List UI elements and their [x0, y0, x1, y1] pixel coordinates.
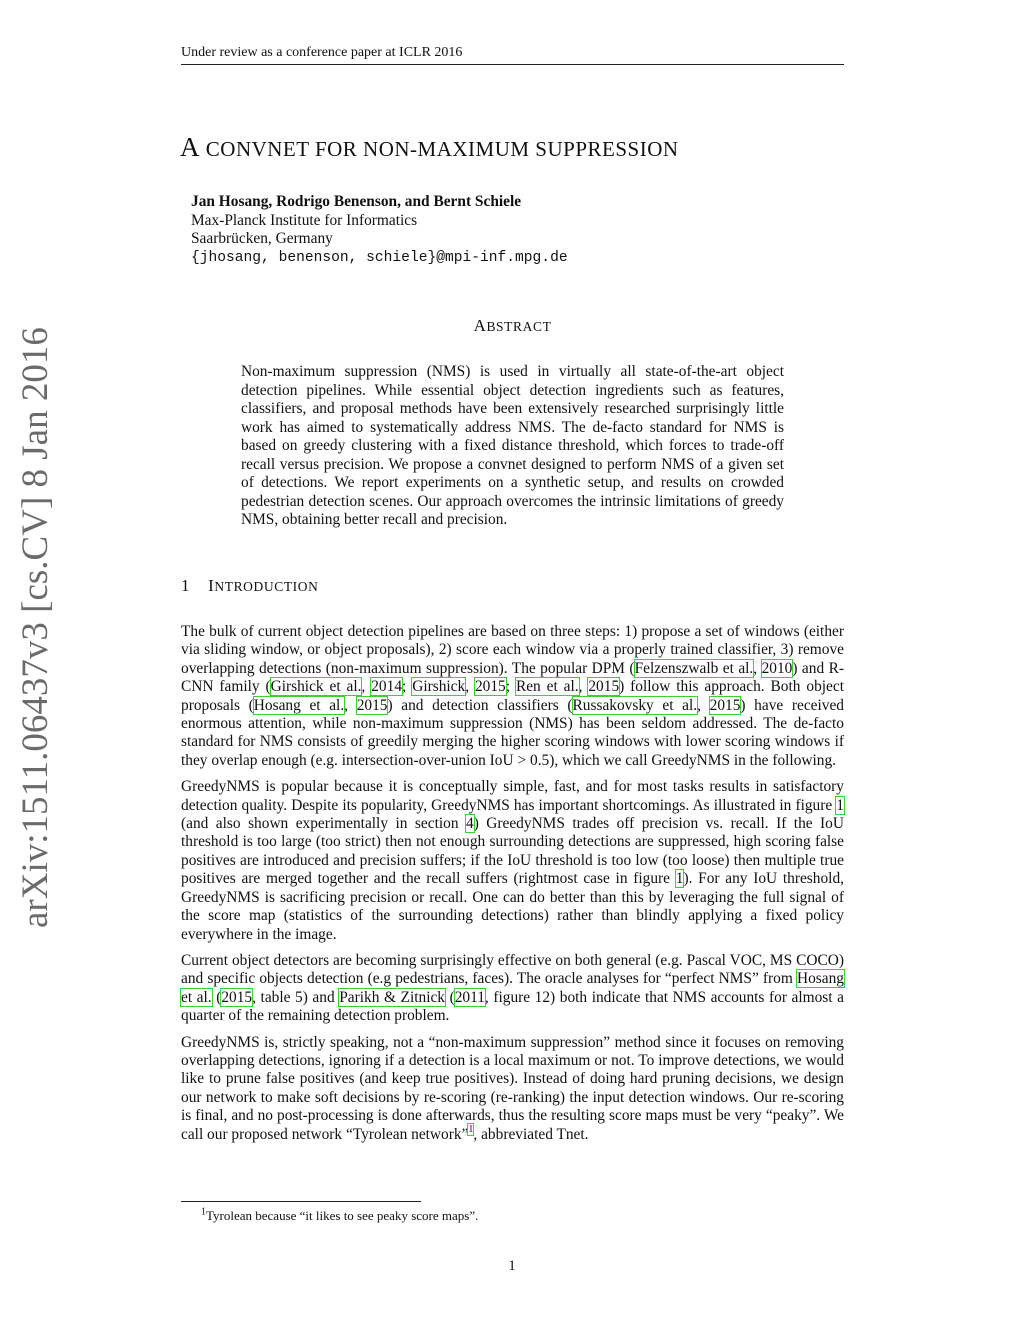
- paper-title: [180, 130, 880, 166]
- text-run: (: [445, 988, 455, 1006]
- citation-link[interactable]: 2015: [474, 678, 506, 696]
- text-run: (and also shown experimentally in section: [181, 815, 466, 833]
- author-affiliation: Max-Planck Institute for Informatics: [191, 211, 418, 229]
- abstract-body: [241, 363, 784, 530]
- text-run: ,: [344, 696, 357, 714]
- citation-link[interactable]: 2015: [588, 678, 620, 696]
- citation-link[interactable]: Girshick: [412, 678, 466, 696]
- text-run: (: [211, 988, 222, 1006]
- abstract-text: Non-maximum suppression (NMS) is used in virtually all state-of-the-art object detection pipelines. While essential object detection ingredients such as features, classifiers, and proposal methods have been extensively researched surprisingly little work has aimed to systematically address NMS. The de-facto standard for NMS is based on greedy clustering with a fixed distance threshold, which forces to trade-off recall versus precision. We propose a convnet designed to perform NMS of a given set of detections. We report experiments on a synthetic setup, and results on crowded pedestrian detection scenes. Our approach overcomes the intrinsic limitations of greedy NMS, obtaining better recall and precision.: [241, 363, 784, 528]
- text-run: ) follow this approach. Both object proposals (: [181, 678, 844, 714]
- citation-link[interactable]: 2014: [371, 678, 403, 696]
- author-names: Jan Hosang, Rodrigo Benenson, and Bernt Schiele: [191, 193, 522, 210]
- text-run: , figure 12) both indicate that NMS accounts for almost a quarter of the remaining detection problem.: [181, 988, 844, 1025]
- section-heading-first: I: [208, 576, 215, 595]
- text-run: The bulk of current object detection pipelines are based on three steps: 1) propose a set of windows (either via sliding window, or object proposals), 2) score each window via a properly trained classifier, 3) remove overlapping detections (non-maximum suppression). The popular DPM (: [181, 623, 844, 677]
- citation-link[interactable]: Ren et al.: [515, 678, 579, 696]
- text-run: GreedyNMS is, strictly speaking, not a “non-maximum suppression” method since it focuses on removing overlapping detections, ignoring if a detection is a local maximum or not. To improve detections, we would like to prune false positives (and keep true positives). Instead of doing hard pruning decisions, we design our network to make soft decisions by re-scoring (re-ranking) the input detection windows. Our re-scoring is final, and no post-processing is done afterwards, thus the resulting score maps must be very “peaky”. We call our proposed network “Tyrolean network”: [181, 1033, 844, 1143]
- citation-link[interactable]: Hosang et al.: [181, 970, 844, 1006]
- text-run: ,: [361, 678, 372, 696]
- paragraph-1: [181, 623, 844, 770]
- citation-link[interactable]: 2010: [761, 659, 793, 677]
- abstract-heading-first: A: [473, 316, 487, 335]
- introduction-body: [181, 623, 844, 1152]
- citation-link[interactable]: Russakovsky et al.: [572, 696, 698, 714]
- figure-reference-link[interactable]: 1: [836, 796, 844, 814]
- footnote-divider: [181, 1201, 421, 1202]
- arxiv-identifier: arXiv:1511.06437v3 [cs.CV] 8 Jan 2016: [15, 327, 56, 928]
- title-first-letter: A: [180, 132, 199, 162]
- text-run: , table 5) and: [252, 988, 340, 1006]
- paragraph-4: [181, 1034, 844, 1144]
- text-run: GreedyNMS is popular because it is conceptually simple, fast, and for most tasks results in satisfactory detection quality. Despite its popularity, GreedyNMS has important shortcomings. As illustrated in figure: [181, 778, 844, 814]
- citation-link[interactable]: 2015: [356, 696, 388, 714]
- citation-link[interactable]: Felzenszwalb et al.: [634, 659, 754, 677]
- footnote-reference-link[interactable]: 1: [468, 1124, 474, 1136]
- text-run: ) have received enormous attention, while non-maximum suppression (NMS) has been seldom addressed. The de-facto standard for NMS consists of greedily merging the higher scoring windows with lower scoring windows if they overlap enough (e.g. intersection-over-union IoU > 0.5), which we call GreedyNMS in the following.: [181, 696, 845, 769]
- section-heading-rest: NTRODUCTION: [214, 579, 319, 594]
- title-rest: CONVNET FOR NON-MAXIMUM SUPPRESSION: [205, 137, 679, 161]
- author-email: {jhosang, benenson, schiele}@mpi-inf.mpg.de: [191, 249, 568, 266]
- text-run: , abbreviated Tnet.: [473, 1125, 589, 1143]
- footnote-text: Tyrolean because “it likes to see peaky score maps”.: [206, 1208, 479, 1223]
- text-run: ) GreedyNMS trades off precision vs. recall. If the IoU threshold is too large (too strict) then not enough surrounding detections are suppressed, high scoring false positives are introduced and precision suffers; if the IoU threshold is too low (too loose) then multiple true positives are merged together and the recall suffers (rightmost case in figure: [181, 815, 844, 888]
- section-number: 1: [181, 576, 191, 595]
- author-block: [191, 193, 568, 267]
- text-run: ,: [697, 696, 710, 714]
- abstract-heading-rest: BSTRACT: [486, 319, 552, 334]
- citation-link[interactable]: Hosang et al.: [253, 696, 345, 714]
- abstract-heading: [181, 316, 844, 336]
- text-run: ). For any IoU threshold, GreedyNMS is sacrificing precision or recall. One can do better than this by leveraging the full signal of the score map (statistics of the surrounding detections) rather than blindly applying a fixed policy everywhere in the image.: [181, 870, 845, 943]
- text-run: ) and R-CNN family (: [181, 659, 844, 696]
- figure-reference-link[interactable]: 1: [675, 870, 684, 888]
- text-run: ) and detection classifiers (: [387, 696, 573, 714]
- citation-link[interactable]: Parikh & Zitnick: [339, 988, 445, 1006]
- text-run: ,: [578, 678, 589, 696]
- text-run: ;: [505, 678, 516, 696]
- footnote-mark: 1: [201, 1206, 206, 1218]
- citation-link[interactable]: 2015: [709, 696, 741, 714]
- text-run: ;: [402, 678, 413, 696]
- footnote: [201, 1208, 478, 1224]
- text-run: ,: [753, 659, 762, 677]
- running-header: Under review as a conference paper at ICLR 2016: [181, 44, 844, 65]
- paragraph-2: [181, 778, 844, 944]
- text-run: ,: [465, 678, 475, 696]
- section-reference-link[interactable]: 4: [465, 815, 474, 833]
- citation-link[interactable]: 2011: [454, 988, 485, 1006]
- page-number: 1: [508, 1258, 516, 1274]
- author-location: Saarbrücken, Germany: [191, 230, 333, 247]
- citation-link[interactable]: Girshick et al.: [270, 678, 362, 696]
- section-heading-introduction: [181, 576, 318, 596]
- citation-link[interactable]: 2015: [221, 988, 253, 1006]
- text-run: Current object detectors are becoming surprisingly effective on both general (e.g. Pascal VOC, MS COCO) and specific objects detection (e.g pedestrians, faces). The oracle analyses for “perfect NMS” from: [181, 951, 844, 988]
- paragraph-3: [181, 952, 844, 1026]
